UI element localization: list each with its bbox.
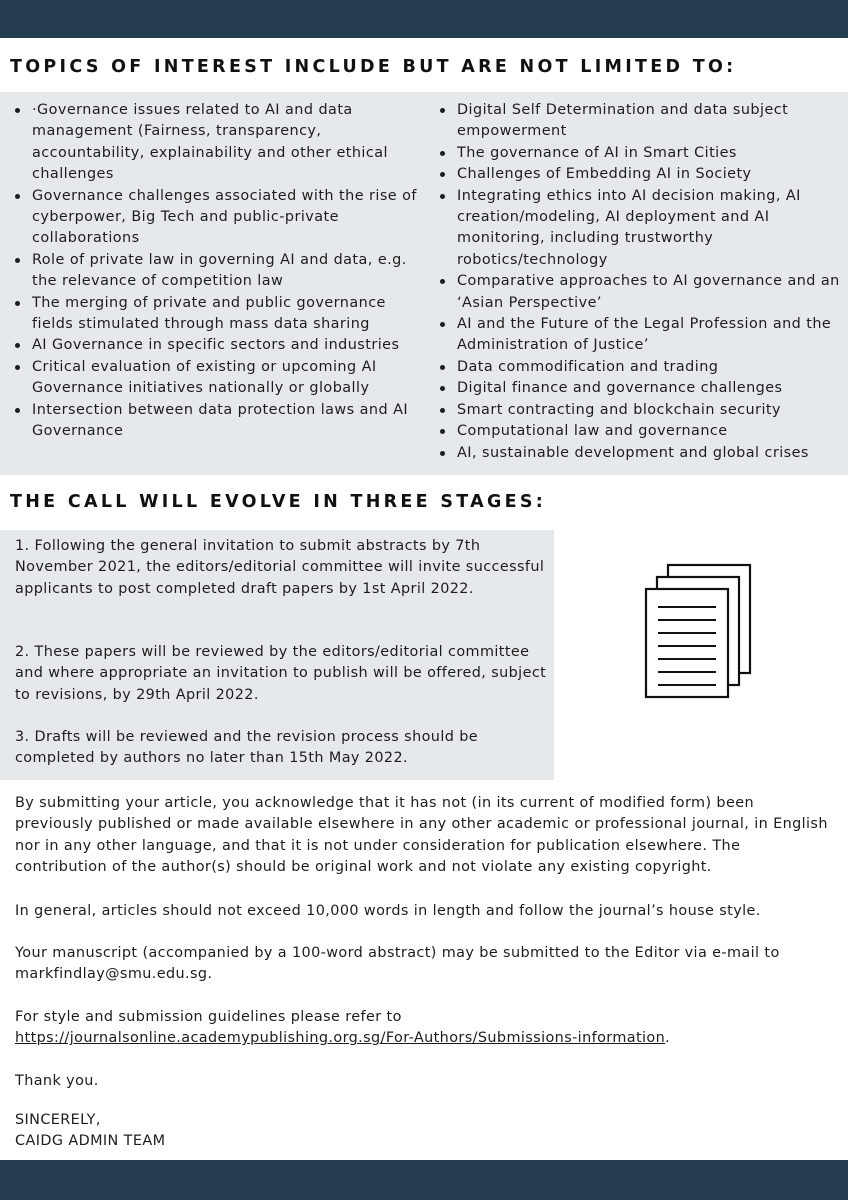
stages-panel — [0, 530, 554, 780]
topics-heading: TOPICS OF INTEREST INCLUDE BUT ARE NOT LIMITED TO: — [10, 57, 737, 77]
topic-item: The governance of AI in Smart Cities — [433, 143, 845, 164]
topic-item: Computational law and governance — [433, 421, 845, 442]
topics-panel — [0, 92, 848, 475]
thanks-text: Thank you. — [15, 1073, 99, 1089]
topics-list-left — [8, 100, 420, 443]
sign-off-text: SINCERELY, — [15, 1112, 101, 1128]
topic-item: Smart contracting and blockchain security — [433, 400, 845, 421]
topic-item: Digital finance and governance challenges — [433, 378, 845, 399]
stage-item: 3. Drafts will be reviewed and the revision process should be completed by authors no later than 15th May 2022. — [15, 729, 479, 767]
style-intro-text: For style and submission guidelines please refer to — [15, 1009, 402, 1025]
submissions-info-link[interactable]: https://journalsonline.academypublishing.org.sg/For-Authors/Submissions-information — [15, 1030, 666, 1047]
topic-item: Role of private law in governing AI and data, e.g. the relevance of competition law — [8, 250, 420, 293]
length-paragraph: In general, articles should not exceed 10,000 words in length and follow the journal’s house style. — [15, 903, 761, 919]
topic-item: Comparative approaches to AI governance and an ‘Asian Perspective’ — [433, 271, 845, 314]
stage-item: 2. These papers will be reviewed by the editors/editorial committee and where appropriate an invitation to publish will be offered, subject to revisions, by 29th April 2022. — [15, 644, 547, 703]
topic-item: Governance challenges associated with the rise of cyberpower, Big Tech and public-private collaborations — [8, 186, 420, 250]
topic-item: Digital Self Determination and data subject empowerment — [433, 100, 845, 143]
topic-item: Integrating ethics into AI decision making, AI creation/modeling, AI deployment and AI monitoring, including trustworthy robotics/technology — [433, 186, 845, 272]
topic-item: AI Governance in specific sectors and industries — [8, 335, 420, 356]
stage-item: 1. Following the general invitation to submit abstracts by 7th November 2021, the editors/editorial committee will invite successful applicants to post completed draft papers by 1st April 2022. — [15, 538, 545, 597]
topic-item: AI, sustainable development and global crises — [433, 443, 845, 464]
topic-item: Intersection between data protection laws and AI Governance — [8, 400, 420, 443]
top-banner-bar — [0, 0, 848, 38]
topic-item: Data commodification and trading — [433, 357, 845, 378]
topic-item: The merging of private and public governance fields stimulated through mass data sharing — [8, 293, 420, 336]
topic-item: Critical evaluation of existing or upcoming AI Governance initiatives nationally or globally — [8, 357, 420, 400]
style-end-text: . — [665, 1030, 671, 1047]
topic-item: ·Governance issues related to AI and data management (Fairness, transparency, accountability, explainability and other ethical challenges — [8, 100, 420, 186]
acknowledgement-paragraph: By submitting your article, you acknowledge that it has not (in its current of modified form) been previously published or made available elsewhere in any other academic or professional journal, in English nor in any other language, and that it is not under consideration for publication elsewhere. The contribution of the author(s) should be original work and not violate any existing copyright. — [15, 795, 828, 876]
submission-paragraph: Your manuscript (accompanied by a 100-word abstract) may be submitted to the Editor via e-mail to markfindlay@smu.edu.sg. — [15, 945, 780, 983]
topic-item: AI and the Future of the Legal Profession and the Administration of Justice’ — [433, 314, 845, 357]
topics-list-right — [433, 100, 845, 464]
stages-heading: THE CALL WILL EVOLVE IN THREE STAGES: — [10, 492, 547, 512]
bottom-banner-bar — [0, 1160, 848, 1200]
topic-item: Challenges of Embedding AI in Society — [433, 164, 845, 185]
stacked-documents-icon — [644, 563, 754, 703]
sign-off-block — [15, 1110, 835, 1153]
signature-text: CAIDG ADMIN TEAM — [15, 1133, 166, 1150]
style-guidelines-paragraph — [15, 1007, 835, 1050]
